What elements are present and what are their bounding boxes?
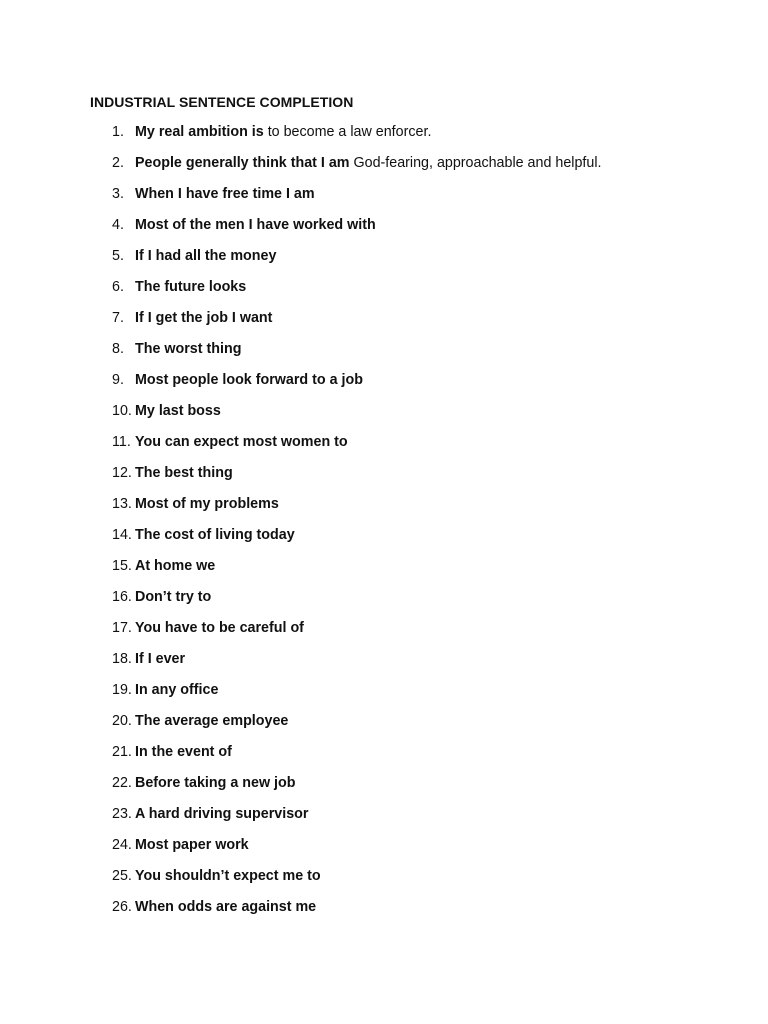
item-prompt: You shouldn’t expect me to — [135, 868, 321, 884]
item-text — [135, 650, 185, 668]
item-prompt: My last boss — [135, 403, 221, 419]
item-number: 11. — [112, 434, 131, 450]
item-prompt: When odds are against me — [135, 899, 317, 915]
item-prompt: You have to be careful of — [135, 620, 304, 636]
item-text — [135, 216, 376, 234]
item-text — [135, 185, 315, 203]
item-prompt: When I have free time I am — [135, 186, 315, 202]
item-text — [135, 588, 211, 606]
item-prompt: If I ever — [135, 651, 186, 667]
item-number: 1. — [112, 124, 124, 140]
item-number: 7. — [112, 310, 124, 326]
item-prompt: Most paper work — [135, 837, 249, 853]
item-prompt: Most of my problems — [135, 496, 279, 512]
item-prompt: My real ambition is — [135, 124, 264, 140]
item-text — [135, 898, 316, 916]
item-prompt: The best thing — [135, 465, 233, 481]
item-prompt: Before taking a new job — [135, 775, 296, 791]
item-number: 26. — [112, 899, 132, 915]
item-number: 25. — [112, 868, 132, 884]
item-number: 2. — [112, 155, 124, 171]
item-text — [135, 681, 218, 699]
item-number: 8. — [112, 341, 124, 357]
item-number: 24. — [112, 837, 132, 853]
item-text — [135, 557, 215, 575]
item-text — [135, 805, 308, 823]
item-text — [135, 526, 295, 544]
item-number: 14. — [112, 527, 132, 543]
item-number: 15. — [112, 558, 132, 574]
item-text — [135, 247, 276, 265]
item-prompt: The future looks — [135, 279, 247, 295]
item-text — [135, 495, 279, 513]
item-number: 13. — [112, 496, 132, 512]
item-prompt: If I had all the money — [135, 248, 277, 264]
item-text — [135, 619, 304, 637]
item-number: 12. — [112, 465, 132, 481]
item-prompt: The average employee — [135, 713, 289, 729]
item-prompt: Most people look forward to a job — [135, 372, 363, 388]
item-prompt: You can expect most women to — [135, 434, 348, 450]
item-prompt: Don’t try to — [135, 589, 212, 605]
item-prompt: In any office — [135, 682, 219, 698]
item-number: 21. — [112, 744, 132, 760]
item-text — [135, 743, 232, 761]
item-text — [135, 123, 431, 141]
item-number: 4. — [112, 217, 124, 233]
item-prompt: People generally think that I am — [135, 155, 350, 171]
item-text — [135, 836, 249, 854]
item-text — [135, 278, 246, 296]
item-number: 5. — [112, 248, 124, 264]
item-text — [135, 464, 233, 482]
item-prompt: A hard driving supervisor — [135, 806, 309, 822]
item-answer: to become a law enforcer. — [267, 124, 432, 140]
item-text — [135, 867, 321, 885]
item-number: 16. — [112, 589, 132, 605]
item-number: 18. — [112, 651, 132, 667]
item-prompt: The cost of living today — [135, 527, 295, 543]
document-title: INDUSTRIAL SENTENCE COMPLETION — [90, 94, 354, 110]
item-text — [135, 402, 221, 420]
item-text — [135, 340, 241, 358]
item-text — [135, 433, 348, 451]
item-prompt: In the event of — [135, 744, 232, 760]
item-answer: God-fearing, approachable and helpful. — [353, 155, 602, 171]
item-number: 10. — [112, 403, 132, 419]
item-text — [135, 774, 295, 792]
item-number: 22. — [112, 775, 132, 791]
item-number: 9. — [112, 372, 124, 388]
item-text — [135, 712, 288, 730]
item-number: 17. — [112, 620, 132, 636]
item-prompt: If I get the job I want — [135, 310, 273, 326]
item-number: 23. — [112, 806, 132, 822]
item-number: 3. — [112, 186, 124, 202]
item-number: 20. — [112, 713, 132, 729]
item-prompt: The worst thing — [135, 341, 242, 357]
item-text — [135, 309, 272, 327]
item-number: 6. — [112, 279, 124, 295]
item-prompt: At home we — [135, 558, 216, 574]
item-text — [135, 371, 363, 389]
item-number: 19. — [112, 682, 132, 698]
item-text — [135, 154, 602, 172]
item-prompt: Most of the men I have worked with — [135, 217, 376, 233]
